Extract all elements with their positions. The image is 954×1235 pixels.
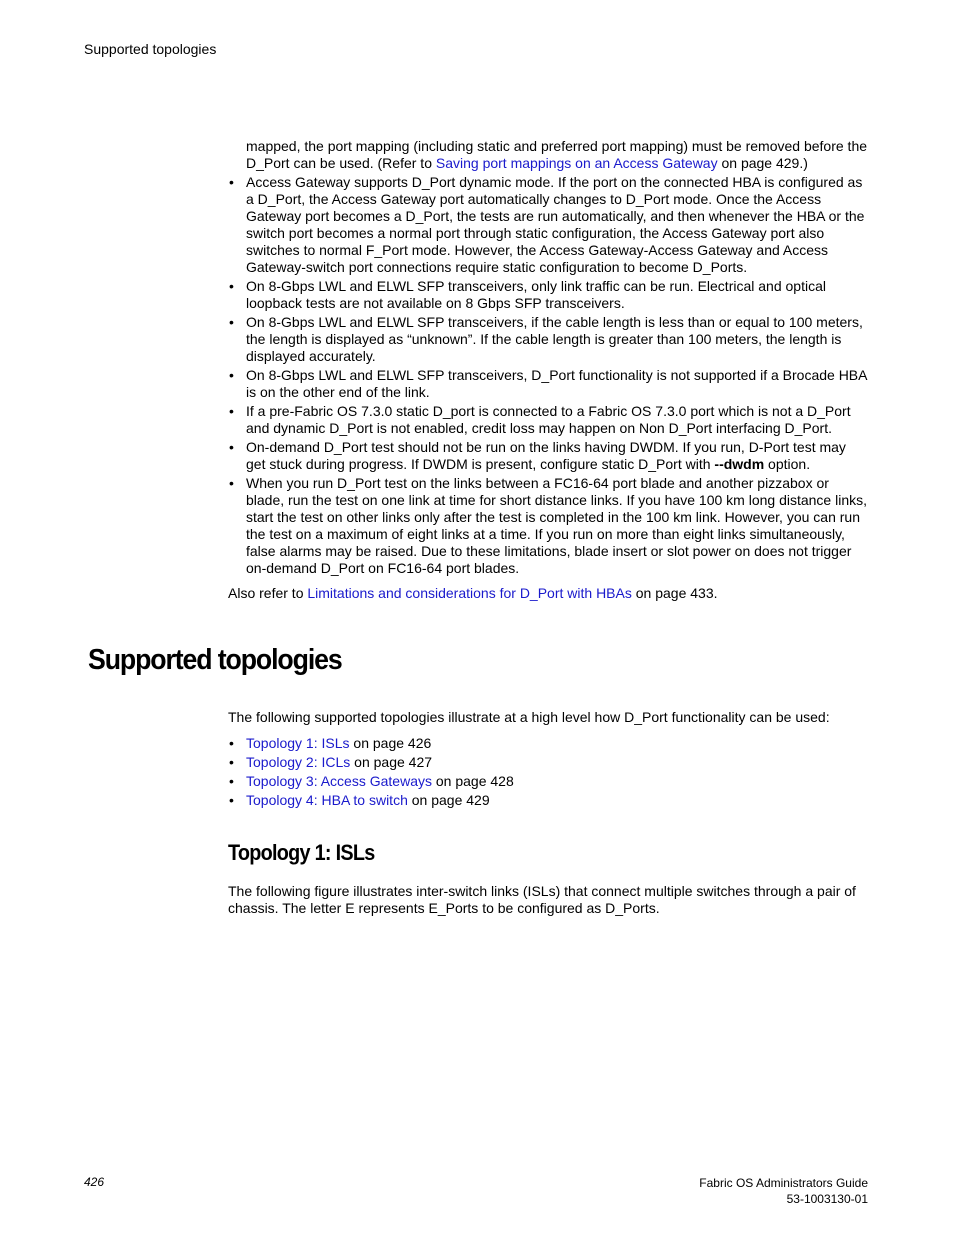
figure-description: The following figure illustrates inter-switch links (ISLs) that connect multiple switches through a pair of chassis. The letter E represents E_Ports to be configured as D_Ports. [228,883,856,916]
topology-toc [228,735,514,811]
guide-title: Fabric OS Administrators Guide [699,1176,868,1190]
footer-info [699,1175,868,1207]
bullet-item: • If a pre-Fabric OS 7.3.0 static D_port is connected to a Fabric OS 7.3.0 port which is not a D_Port and dynamic D_Port is not enabled, credit loss may happen on Non D_Port interfacing D_Port. [228,403,868,437]
also-refer-paragraph: Also refer to Limitations and considerations for D_Port with HBAs on page 433. [228,585,718,601]
toc-item: • Topology 2: ICLs on page 427 [228,754,514,771]
limitations-list [228,138,868,579]
bullet-item: • On 8-Gbps LWL and ELWL SFP transceivers, D_Port functionality is not supported if a Brocade HBA is on the other end of the link. [228,367,868,401]
bullet-item: • On 8-Gbps LWL and ELWL SFP transceivers, only link traffic can be run. Electrical and optical loopback tests are not available on 8 Gbps SFP transceivers. [228,278,868,312]
bullet-item: • Access Gateway supports D_Port dynamic mode. If the port on the connected HBA is configured as a D_Port, the Access Gateway port automatically changes to D_Port mode. Once the Access Gateway port becomes a D_Port, the tests are run automatically, and then whenever the HBA or the switch port becomes a normal port through static configuration, the Access Gateway port also switches to normal F_Port mode. However, the Access Gateway-Access Gateway and Access Gateway-switch port connections require static configuration to become D_Ports. [228,174,868,276]
section-intro: The following supported topologies illustrate at a high level how D_Port functionality can be used: [228,709,830,725]
bullet-item: • When you run D_Port test on the links between a FC16-64 port blade and another pizzabox or blade, run the test on one link at time for short distance links. If you have 100 km long distance links, start the test on other links only after the test is completed in the 100 km link. However, you can run the test on a maximum of eight links at a time. If you run on more than eight links simultaneously, false alarms may be raised. Due to these limitations, blade insert or slot power on does not trigger on-demand D_Port on FC16-64 port blades. [228,475,868,577]
section-title: Supported topologies [88,644,342,676]
bullet-item-dwdm: • On-demand D_Port test should not be run on the links having DWDM. If you run, D-Port test may get stuck during progress. If DWDM is present, configure static D_Port with --dwdm option. [228,439,868,473]
page-number: 426 [84,1175,105,1189]
topology-1-link[interactable]: Topology 1: ISLs [246,735,350,751]
toc-item: • Topology 4: HBA to switch on page 429 [228,792,514,809]
limitations-hba-link[interactable]: Limitations and considerations for D_Port with HBAs [307,585,632,601]
bullet-item: • On 8-Gbps LWL and ELWL SFP transceivers, if the cable length is less than or equal to 100 meters, the length is displayed as “unknown”. If the cable length is greater than 100 meters, the length is displayed accurately. [228,314,868,365]
toc-item: • Topology 1: ISLs on page 426 [228,735,514,752]
subsection-title: Topology 1: ISLs [228,840,375,865]
running-header: Supported topologies [84,41,217,57]
toc-item: • Topology 3: Access Gateways on page 428 [228,773,514,790]
dwdm-option: --dwdm [714,456,765,472]
saving-port-mappings-link[interactable]: Saving port mappings on an Access Gateway [435,155,718,171]
topology-2-link[interactable]: Topology 2: ICLs [246,754,351,770]
topology-3-link[interactable]: Topology 3: Access Gateways [246,773,432,789]
doc-number: 53-1003130-01 [786,1192,868,1206]
topology-4-link[interactable]: Topology 4: HBA to switch [246,792,408,808]
continuation-paragraph: mapped, the port mapping (including static and preferred port mapping) must be removed before the D_Port can be used. (Refer to Saving port mappings on an Access Gateway on page 429.) [246,138,868,171]
